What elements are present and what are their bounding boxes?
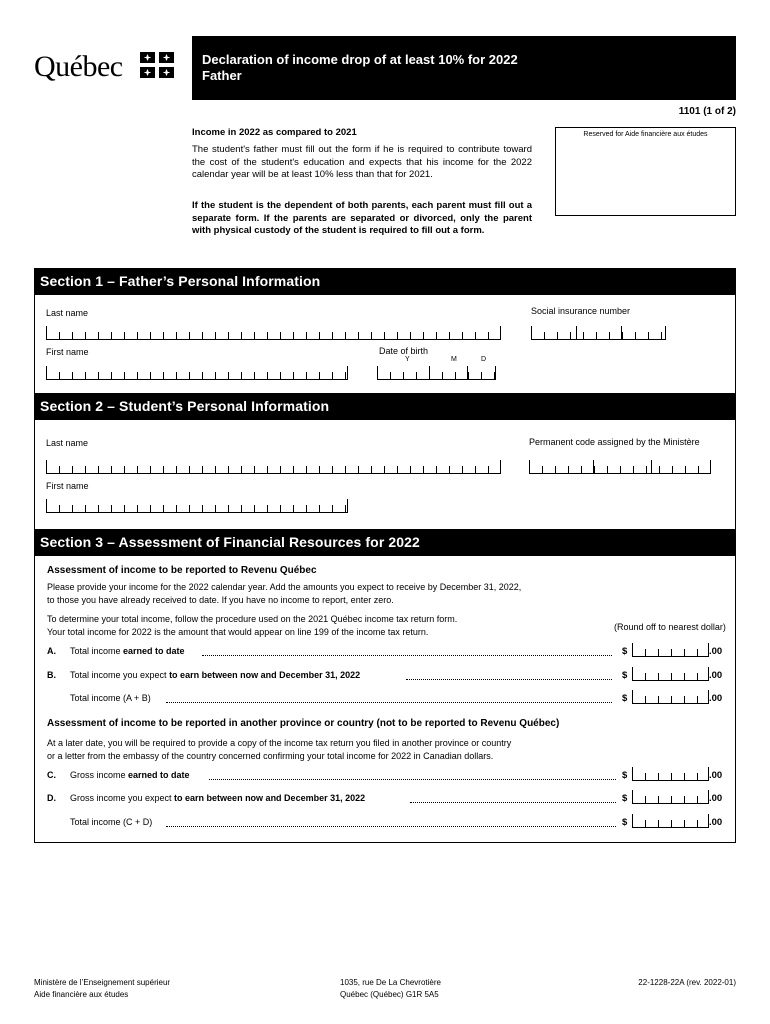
line-a-label-pre: Total income (70, 646, 124, 656)
total-ab-dollar: $ (622, 693, 628, 704)
form-subtitle: Father (202, 68, 242, 83)
line-b-amount-input[interactable] (632, 667, 709, 681)
s1-sin-label: Social insurance number (531, 306, 631, 316)
footer-ministry (34, 977, 170, 1001)
line-b-letter: B. (47, 670, 56, 680)
form-title: Declaration of income drop of at least 10% for 2022 (202, 52, 518, 67)
line-b-label-pre: Total income you expect (70, 670, 170, 680)
s2-permanent-code-label: Permanent code assigned by the Ministère (529, 437, 700, 447)
s2-first-name-input[interactable] (46, 499, 348, 513)
line-c-label (70, 770, 190, 780)
s2-last-name-label: Last name (46, 438, 89, 448)
line-d-amount-input[interactable] (632, 790, 709, 804)
s1-dob-year-label: Y (405, 356, 410, 363)
s3-other-paragraph (47, 737, 511, 762)
s1-first-name-label: First name (46, 347, 89, 357)
s1-dob-day-label: D (481, 356, 487, 363)
total-ab-leader (166, 702, 612, 703)
section-3-header: Section 3 – Assessment of Financial Resources for 2022 (34, 529, 736, 556)
total-cd-amount-input[interactable] (632, 814, 709, 828)
total-cd-dollar: $ (622, 817, 628, 828)
s3-rq-p2-line1: To determine your total income, follow the procedure used on the 2021 Québec income tax return form. (47, 614, 458, 624)
s1-first-name-input[interactable] (46, 366, 348, 380)
s2-permanent-code-input[interactable] (529, 460, 711, 474)
total-ab-label: Total income (A + B) (70, 693, 151, 703)
s1-sin-input[interactable] (531, 326, 666, 340)
form-title-banner (192, 36, 736, 100)
total-cd-leader (166, 826, 616, 827)
total-ab-cents: .00 (709, 693, 723, 704)
form-number: 1101 (1 of 2) (678, 106, 736, 117)
s1-dob-label: Date of birth (379, 346, 429, 356)
line-b-dollar: $ (622, 670, 628, 681)
line-d-leader (410, 802, 616, 803)
line-b-label (70, 670, 360, 680)
line-a-dollar: $ (622, 646, 628, 657)
line-c-amount-input[interactable] (632, 767, 709, 781)
line-d-cents: .00 (709, 793, 723, 804)
footer-address (340, 977, 441, 1001)
line-a-amount-input[interactable] (632, 643, 709, 657)
line-c-leader (209, 779, 616, 780)
footer-ministry-line2: Aide financière aux études (34, 990, 129, 999)
s3-other-p-line2: or a letter from the embassy of the country concerned confirming your total income for 2022 in Canadian dollars. (47, 750, 494, 761)
s3-rq-p1-line2: to those you have already received to date. If you have no income to report, enter zero. (47, 594, 394, 605)
s2-last-name-input[interactable] (46, 460, 501, 474)
line-a-label-bold: earned to date (123, 646, 185, 656)
s1-dob-month-label: M (451, 356, 457, 363)
line-d-label-pre: Gross income you expect (70, 793, 175, 803)
s2-first-name-label: First name (46, 481, 89, 491)
intro-paragraph-1: The student's father must fill out the form if he is required to contribute toward the cost of the student's education and expects that his income for the 2022 calendar year will be at least 10% less than that for 2021. (192, 144, 532, 180)
line-d-dollar: $ (622, 793, 628, 804)
footer-ministry-line1: Ministère de l’Enseignement supérieur (34, 978, 171, 987)
s3-rq-p2-line2: Your total income for 2022 is the amount that would appear on line 199 of the income tax return. (47, 626, 429, 637)
s3-rq-p1-line1: Please provide your income for the 2022 calendar year. Add the amounts you expect to receive by December 31, 2022, (47, 582, 522, 592)
total-ab-amount-input[interactable] (632, 690, 709, 704)
line-d-label-bold: to earn between now and December 31, 2022 (174, 793, 366, 803)
intro-paragraph-2: If the student is the dependent of both parents, each parent must fill out a separate form. If the parents are separated or divorced, only the parent with physical custody of the student is required to fill out a form. (192, 200, 532, 236)
intro-title: Income in 2022 as compared to 2021 (192, 127, 357, 138)
s1-last-name-label: Last name (46, 308, 89, 318)
line-a-cents: .00 (709, 646, 723, 657)
s1-last-name-input[interactable] (46, 326, 501, 340)
line-d-letter: D. (47, 793, 56, 803)
s3-other-province-heading: Assessment of income to be reported in another province or country (not to be reported to Revenu Québec) (47, 718, 560, 729)
reserved-box (555, 127, 736, 216)
fleur-de-lis-flag-icon (140, 52, 174, 78)
line-a-letter: A. (47, 646, 56, 656)
total-cd-cents: .00 (709, 817, 723, 828)
s3-round-note: (Round off to nearest dollar) (614, 622, 726, 632)
line-c-cents: .00 (709, 770, 723, 781)
line-c-label-pre: Gross income (70, 770, 129, 780)
line-d-label (70, 793, 365, 803)
section-2-header: Section 2 – Student’s Personal Information (34, 393, 736, 420)
s3-rq-paragraph-2 (47, 613, 457, 638)
line-a-leader (202, 655, 612, 656)
s3-rq-paragraph-1 (47, 581, 521, 606)
quebec-logo: Québec (34, 50, 123, 83)
reserved-label: Reserved for Aide financière aux études (583, 131, 708, 138)
line-b-label-bold: to earn between now and December 31, 2022 (169, 670, 361, 680)
s3-other-p-line1: At a later date, you will be required to provide a copy of the income tax return you filed in another province or country (47, 738, 512, 748)
line-c-letter: C. (47, 770, 56, 780)
line-a-label (70, 646, 185, 656)
s1-dob-input[interactable] (377, 366, 496, 380)
footer-address-line2: Québec (Québec) G1R 5A5 (340, 990, 439, 999)
line-c-label-bold: earned to date (128, 770, 190, 780)
section-1-header: Section 1 – Father’s Personal Information (34, 268, 736, 295)
s3-revenu-quebec-heading: Assessment of income to be reported to Revenu Québec (47, 565, 317, 576)
line-c-dollar: $ (622, 770, 628, 781)
total-cd-label: Total income (C + D) (70, 817, 153, 827)
footer-form-code: 22-1228-22A (rev. 2022-01) (638, 978, 736, 987)
line-b-cents: .00 (709, 670, 723, 681)
line-b-leader (406, 679, 612, 680)
footer-address-line1: 1035, rue De La Chevrotière (340, 978, 441, 987)
